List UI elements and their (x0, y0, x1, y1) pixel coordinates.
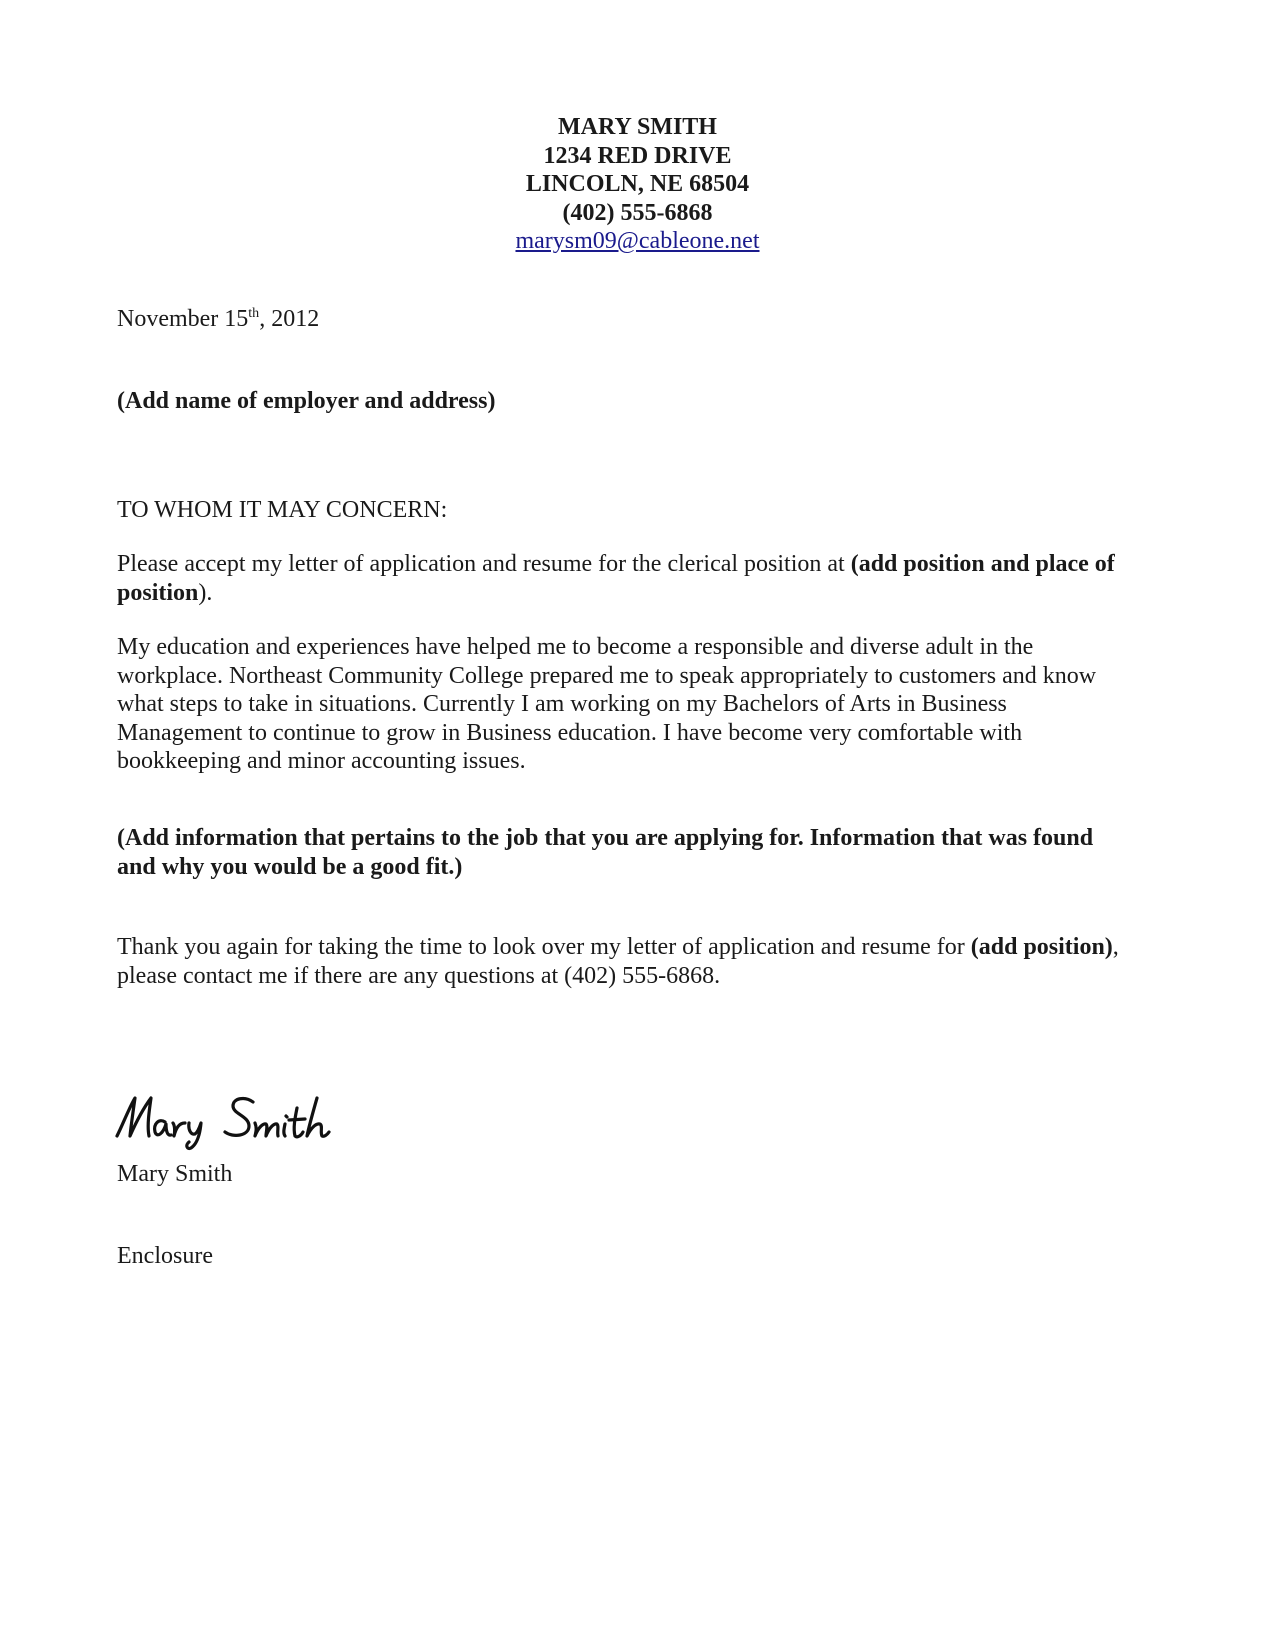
date-ordinal-suffix: th (248, 306, 260, 321)
employer-placeholder: (Add name of employer and address) (117, 388, 496, 414)
letterhead (0, 113, 1275, 256)
paragraph-job-info-placeholder: (Add information that pertains to the job that you are applying for. Information that was found and why you would be a good fit.) (117, 825, 1094, 880)
paragraph-intro: Please accept my letter of application and resume for the clerical position at (add position and place of position). (117, 551, 1115, 606)
sender-city: LINCOLN, NE 68504 (525, 171, 750, 197)
handwritten-signature (113, 1090, 373, 1152)
salutation: TO WHOM IT MAY CONCERN: (117, 497, 448, 523)
sender-email-link[interactable]: marysm09@cableone.net (515, 228, 760, 254)
enclosure-note: Enclosure (117, 1243, 213, 1269)
sender-name: MARY SMITH (558, 114, 717, 140)
paragraph-education: My education and experiences have helped me to become a responsible and diverse adult in the workplace. Northeast Community College prepared me to speak appropriately to customers and know what steps to take in situations. Currently I am working on my Bachelors of Arts in Business Management to continue to grow in Business education. I have become very comfortable with bookkeeping and minor accounting issues. (117, 634, 1097, 774)
paragraph-closing: Thank you again for taking the time to look over my letter of application and resume for (add position), please contact me if there are any questions at (402) 555-6868. (117, 934, 1119, 989)
position-placeholder: (add position and place of position (117, 551, 1115, 606)
signer-name: Mary Smith (117, 1161, 233, 1187)
closing-position-placeholder: (add position) (970, 934, 1113, 960)
sender-street: 1234 RED DRIVE (543, 142, 732, 169)
letter-date: November 15th, 2012 (117, 306, 320, 332)
sender-phone: (402) 555-6868 (562, 199, 713, 226)
